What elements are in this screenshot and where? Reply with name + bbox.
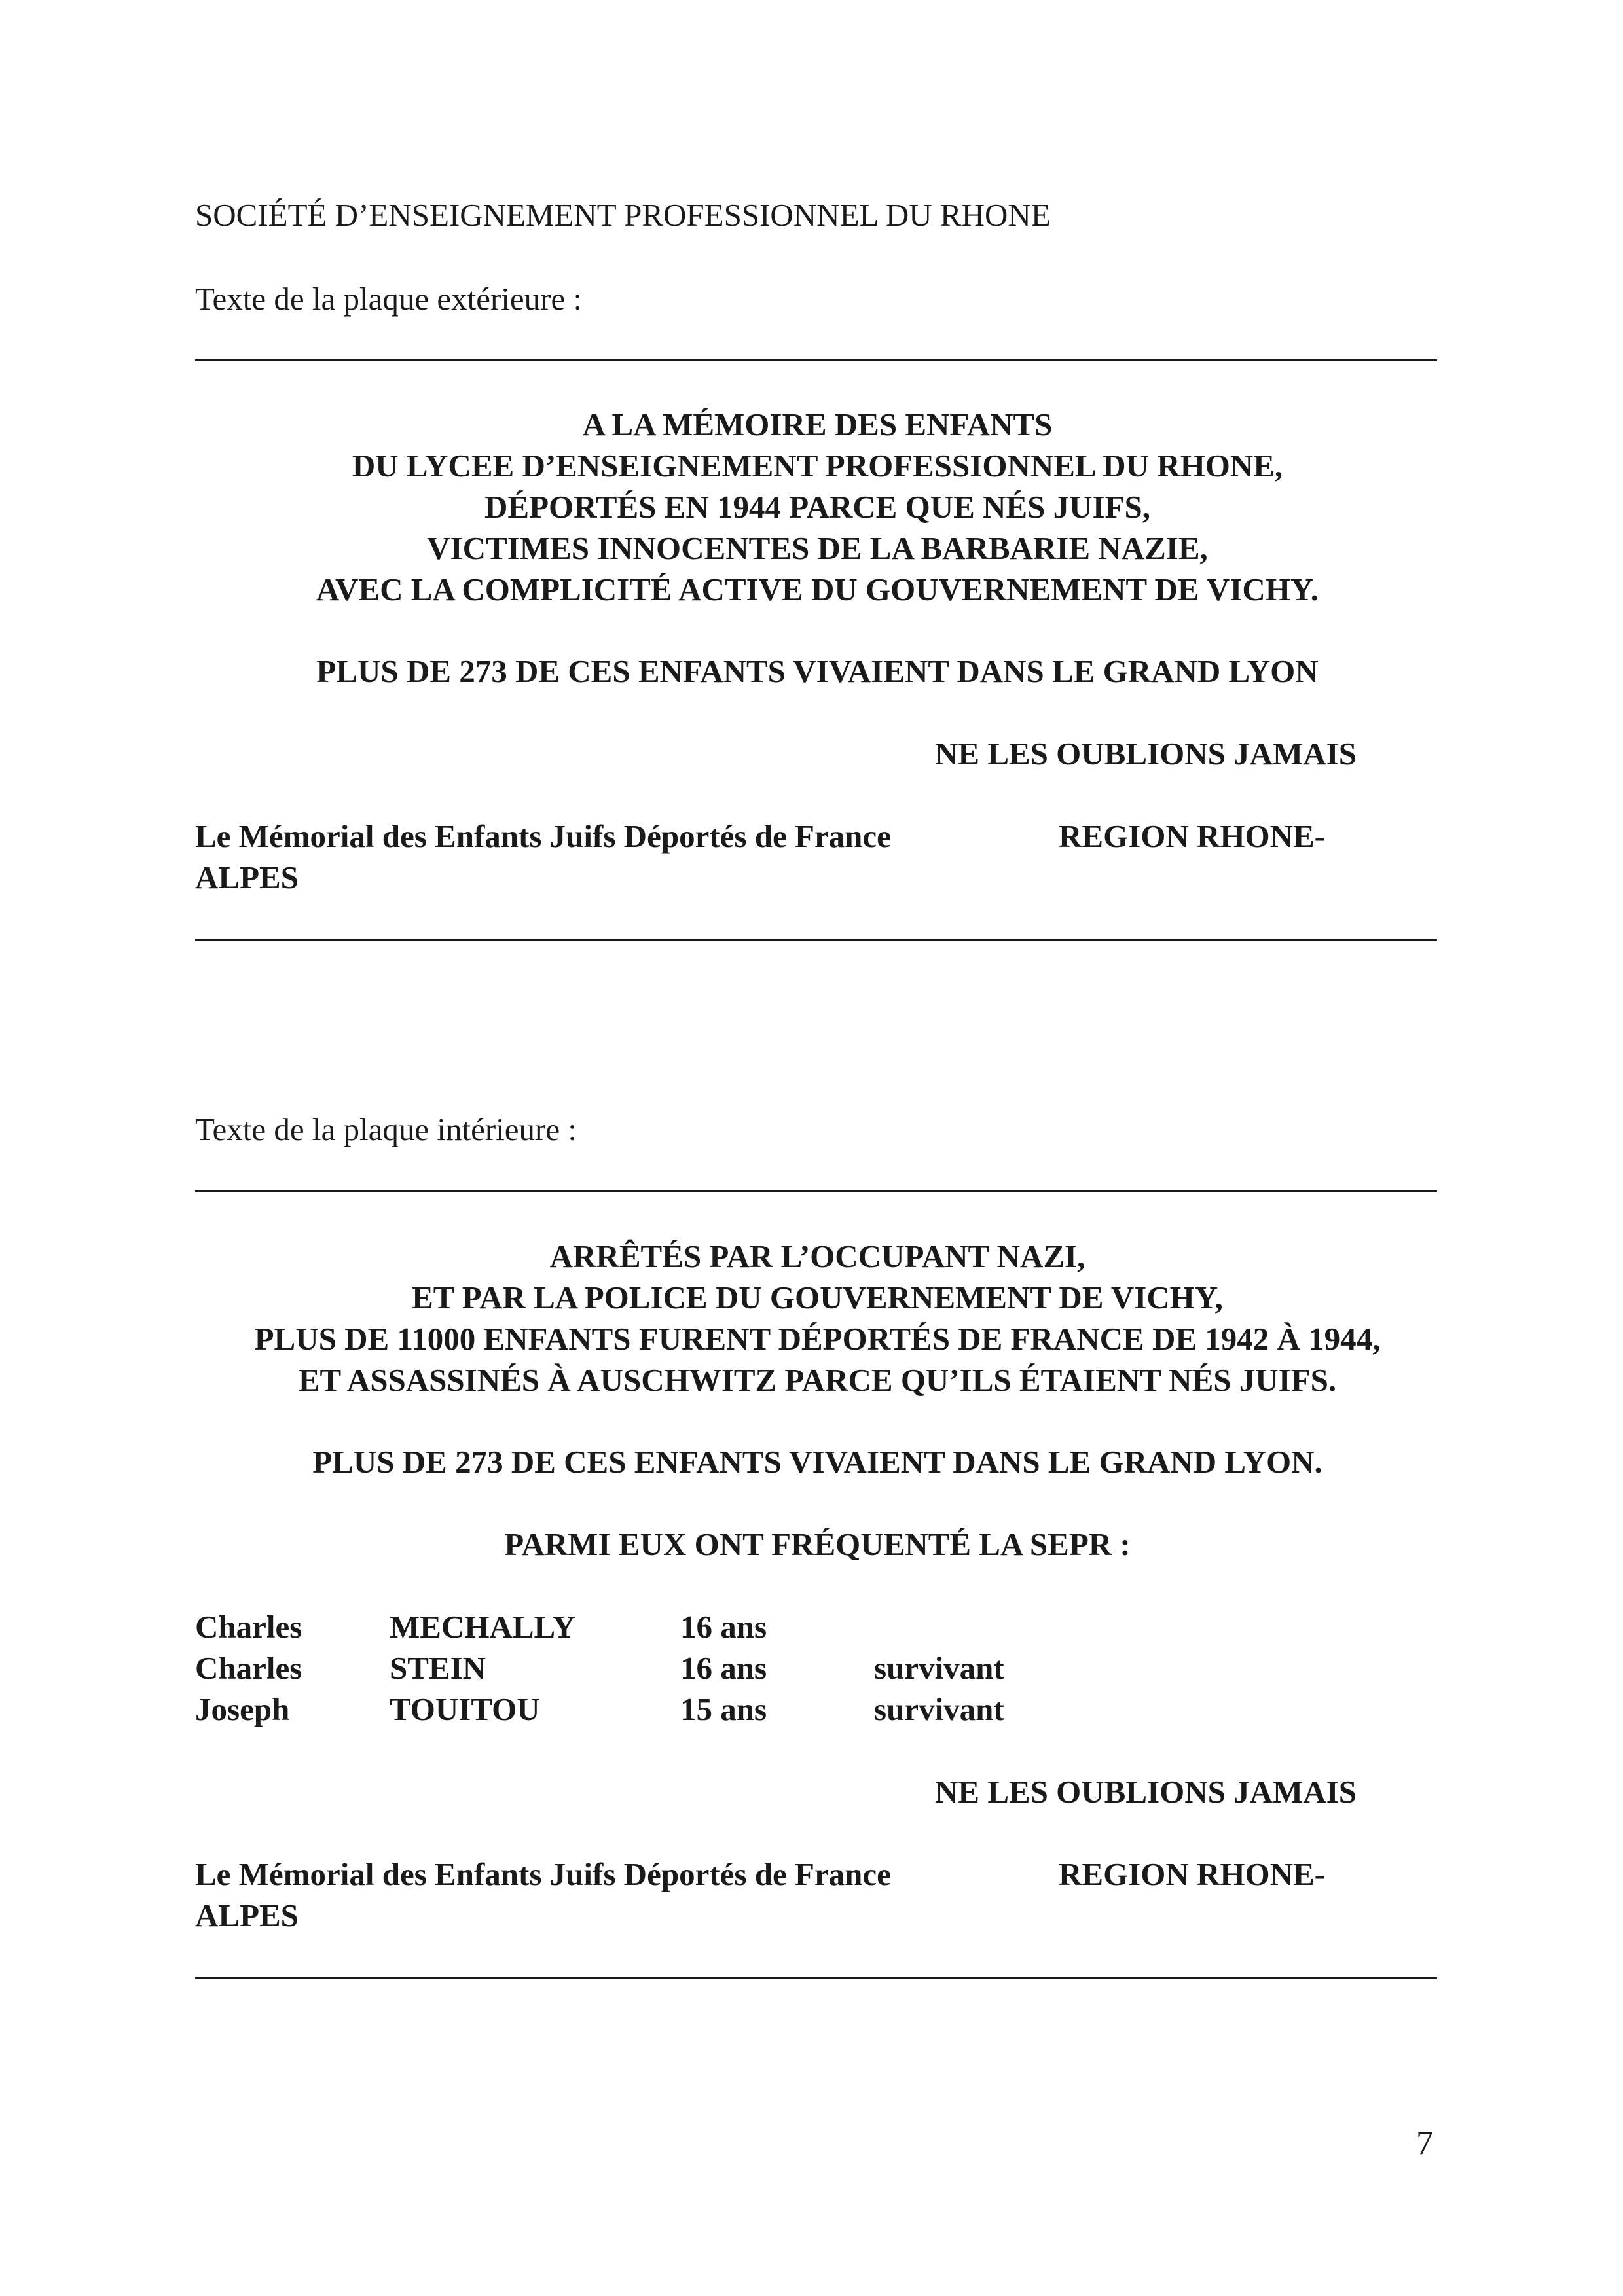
exterior-line-3: DÉPORTÉS EN 1944 PARCE QUE NÉS JUIFS, [484, 489, 1150, 525]
interior-line-1: ARRÊTÉS PAR L’OCCUPANT NAZI, [549, 1238, 1085, 1274]
interior-signature: Le Mémorial des Enfants Juifs Déportés de France [195, 1856, 891, 1892]
child-first-name: Charles [195, 1650, 302, 1686]
interior-line-2: ET PAR LA POLICE DU GOUVERNEMENT DE VICHY, [412, 1280, 1223, 1316]
exterior-motto: NE LES OUBLIONS JAMAIS [935, 736, 1357, 772]
exterior-top-rule [195, 359, 1437, 361]
exterior-signature: Le Mémorial des Enfants Juifs Déportés de France [195, 818, 891, 854]
child-last-name: STEIN [390, 1650, 486, 1686]
child-age: 16 ans [680, 1609, 767, 1645]
interior-line-3: PLUS DE 11000 ENFANTS FURENT DÉPORTÉS DE FRANCE DE 1942 À 1944, [254, 1321, 1381, 1357]
exterior-line-5: AVEC LA COMPLICITÉ ACTIVE DU GOUVERNEMENT DE VICHY. [316, 571, 1319, 607]
interior-plaque-label: Texte de la plaque intérieure : [195, 1111, 577, 1147]
child-status: survivant [874, 1691, 1004, 1727]
child-status: survivant [874, 1650, 1004, 1686]
interior-region-continued: ALPES [195, 1897, 299, 1933]
child-last-name: MECHALLY [390, 1609, 576, 1645]
exterior-region-continued: ALPES [195, 859, 299, 895]
exterior-line-2: DU LYCEE D’ENSEIGNEMENT PROFESSIONNEL DU RHONE, [352, 448, 1283, 484]
document-heading: SOCIÉTÉ D’ENSEIGNEMENT PROFESSIONNEL DU RHONE [195, 197, 1051, 233]
child-last-name: TOUITOU [390, 1691, 540, 1727]
page-number: 7 [1416, 2125, 1433, 2162]
interior-motto: NE LES OUBLIONS JAMAIS [935, 1774, 1357, 1810]
exterior-line-4: VICTIMES INNOCENTES DE LA BARBARIE NAZIE, [427, 530, 1208, 566]
interior-line-4: ET ASSASSINÉS À AUSCHWITZ PARCE QU’ILS ÉTAIENT NÉS JUIFS. [298, 1362, 1337, 1398]
exterior-region: REGION RHONE- [1059, 818, 1326, 854]
exterior-plaque-label: Texte de la plaque extérieure : [195, 281, 583, 317]
interior-region: REGION RHONE- [1059, 1856, 1326, 1892]
interior-count-line: PLUS DE 273 DE CES ENFANTS VIVAIENT DANS LE GRAND LYON. [312, 1444, 1322, 1480]
child-age: 15 ans [680, 1691, 767, 1727]
child-first-name: Joseph [195, 1691, 290, 1727]
interior-top-rule [195, 1190, 1437, 1192]
exterior-count-line: PLUS DE 273 DE CES ENFANTS VIVAIENT DANS LE GRAND LYON [316, 653, 1319, 689]
interior-attended-line: PARMI EUX ONT FRÉQUENTÉ LA SEPR : [504, 1526, 1131, 1562]
exterior-line-1: A LA MÉMOIRE DES ENFANTS [582, 406, 1053, 442]
exterior-bottom-rule [195, 939, 1437, 941]
interior-bottom-rule [195, 1977, 1437, 1979]
child-first-name: Charles [195, 1609, 302, 1645]
child-age: 16 ans [680, 1650, 767, 1686]
